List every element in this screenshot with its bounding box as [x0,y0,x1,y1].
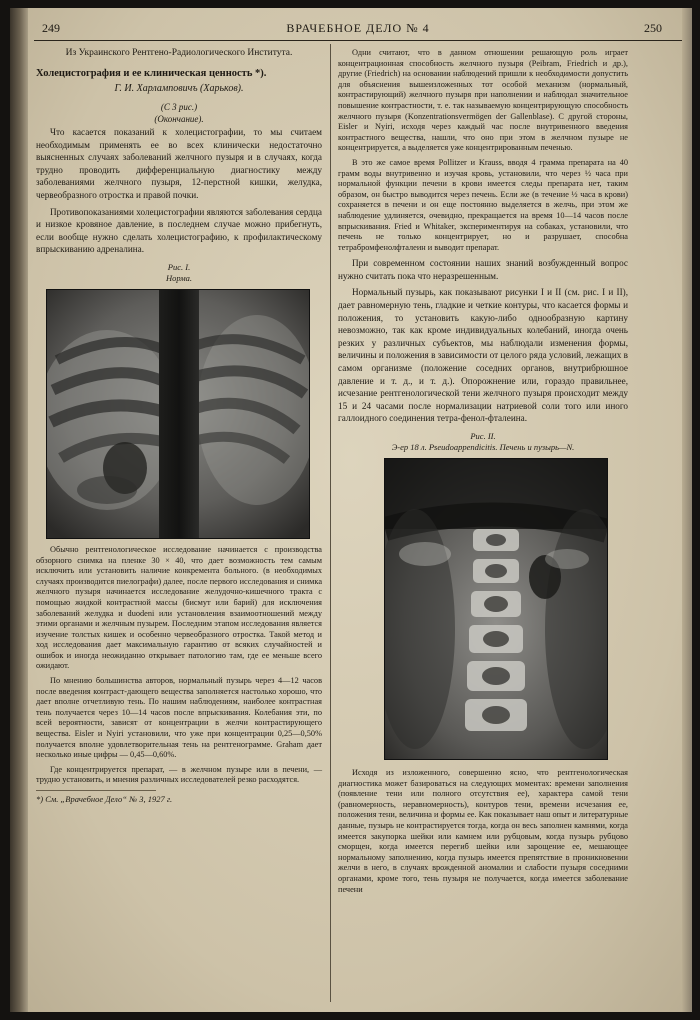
footnote-rule [36,790,173,804]
left-column [36,48,322,804]
paragraph-pollitzer-krauss: В это же самое время Pollitzer и Krauss, вводя 4 грамма препарата на 40 грамм воды внутривенно и изучая кровь, установили, что через ½ часа при нормальной функции печени в крови имеется следы препарата нет, таким образом, он быстро выводится через печень. Если же (в течение ½ часа в крови) сохраняется в печени и он еще постоянно выделяется в желчь, при этом же наблюдение удлиняется, очевидно, прекращается на время 10—14 часов после впрыскивания. Fried и Whitaker, экспериментируя на собаках, установили, что печень не только концентрирует, но и разрушает, способна тетрабромфенолфталеин и выводит препарат. [338,157,628,252]
paragraph-filling-time: По мнению большинства авторов, нормальный пузырь через 4—12 часов после введения контраст-дающего вещества заполняется настолько хорошо, что дает вполне отчетливую тень. По нашим наблюдениям, наиболее контрастная тень получается через 10—14 часов после впрыскивания. Колебания эти, по всей вероятности, зависят от концентрации в желчи контрастирующего вещества. Eisler и Nyiri установили, что уже при концентрации 0,25—0,50% получается вполне удовлетворительная тень на рентгенограмме. Graham дает несколько иные цифры — 0,45—0,60%. [36,676,322,760]
xray-gallbladder-illustration [385,459,607,759]
right-column [338,48,628,899]
page-edge [682,8,692,1012]
footnote: *) См. „Врачебное Дело“ № 3, 1927 г. [36,794,173,804]
figure-2-caption: Э-ер 18 л. Pseudoappendicitis. Печень и пузырь—N. [391,442,575,452]
paragraph-examination: Обычно рентгенологическое исследование начинается с производства обзорного снимка на пленке 30 × 40, что дает возможность тем самым исключить или установить наличие конкремента больного. (в необходимых случаях производится пиелографи) далее, после первого исследования и снимка желчного пузыря начинается исследование желудочно-кишечного тракта с помощью жидкой контрастной массы (бисмут или барий) для исключения заболеваний желудка и duodeni или установления взаимоотношений между этими органами и желчным пузырем. Последним этапом исследования является изучение толстых кишек и особенно червеобразного отростка. Такой метод и ход исследования дает максимальную гарантию от всяких случайностей и ошибок и иногда неожиданно открывает патологию там, где ее меньше всего ожидают. [36,544,322,671]
author-line: Г. И. Харламповичъ (Харьков). [114,83,244,94]
figures-note: (С 3 рис.) [160,102,198,112]
paragraph-concentration: Где концентрируется препарат, — в желчном пузыре или в печени, — трудно установить, и мнения различных исследователей резко расходятся. [36,764,322,785]
page-number-left: 249 [42,21,60,35]
paragraph-concentration-theories: Одни считают, что в данном отношении решающую роль играет концентрационная способность желчного пузыря (Peibram, Friedrich и др.), другие (Friedrich) на основании наблюдений пришли к необходимости допустить для объяснения вышеизложенных тот особой механизм (нормальный, контрастирующий) желчного пузыря при наполнении и наблюдал значительное повышение контрастности, т. е. так называемую концентрирующую способность желчного пузыря (Konzentrationsvermögen der Gallenblase). С другой стороны, Eisler и Nyiri, исходя через каждый час после внутривенного введения контрастного вещества, нашли, что оно при этом в желчном пузыре не концентрируется, а выделяется уже концентрированным печенью. [338,48,628,153]
paragraph-indications: Что касается показаний к холецистографии, то мы считаем необходимым применять ее во всех клинически недостаточно выясненных случаях заболеваний желчного пузыря и в случаях, когда трудно проводить дифференциальную диагностику между заболеваниями желчного пузыря, 12-перстной кишки, желудка, червеобразного отростка и правой почки. [36,127,322,200]
figure-1-caption: Норма. [165,272,192,283]
figure-1-label: Рис. I. [167,261,191,272]
journal-title: ВРАЧЕБНОЕ ДЕЛО № 4 [286,21,430,35]
paragraph-normal-gallbladder: Нормальный пузырь, как показывают рисунки I и II (см. рис. I и II), дает равномерную тень, гладкие и четкие контуры, что касается формы и положения, то установить какую-либо однообразную картину невозможно, так как кроме индивидуальных колебаний, иногда очень резких у различных субъектов, мы наблюдали изменения формы, величины и положения в зависимости от целого ряда условий, лежащих в самом организме (положение соседних органов, внутрибрюшное давление и т. д., и т. д.). Опорожнение или, гораздо правильнее, исчезание рентгенологической тени желчного пузыря происходит между 15 и 24 часами после нормализации натриевой соли того или иного галлоидного соединения тетра-фенол-фталеина. [338,287,628,424]
xray-normal-illustration [47,290,309,538]
page-number-right: 250 [644,21,662,35]
figure-2-xray-image [384,458,608,760]
institute-line: Из Украинского Рентгено-Радиологического Института. [65,48,293,58]
book-binding [10,8,28,1012]
figure-2-label: Рис. II. [470,431,496,441]
column-divider [330,44,331,1002]
article-title: Холецистография и ее клиническая ценность *). [36,68,267,79]
continuation-note: (Окончание). [154,114,204,124]
journal-page [10,8,692,1012]
figure-1-xray-image [46,289,310,539]
paragraph-contraindications: Противопоказаниями холецистографии являются заболевания сердца и низкое кровяное давление, в последнем случае можно прибегнуть, если вообще нужно сделать холецистографию, к профилактическому впрыскиванию адреналина. [36,206,322,255]
paragraph-unresolved: При современном состоянии наших знаний возбужденный вопрос нужно считать пока что неразрешенным. [338,258,628,281]
running-head [34,18,682,41]
paragraph-diagnosis-basis: Исходя из изложенного, совершенно ясно, что рентгенологическая диагностика может базироваться на следующих моментах: времени заполнения (появление тени или полного отсутствия ее), характера самой тени (равномерность, неравномерность), контуров тени, времени исчезания ее, положения тени, величина и формы ее. Как показывает наш опыт и литературные данные, пузырь не контрастируется тогда, когда он весь заполнен камнями, когда имеется закупорка шейки или камнем или рубцовым, когда пузырь рубцово сморщен, когда имеется перегиб шейки или зарощение ее, мешающее нормальному заполнению, когда пузырь имеется препятствие в проникновении желчи в него, в случаях врожденной аномалии и слабости пузыря соседними органами, кроме того, тень пузыря не получается, когда имеется заболевание печени [338,768,628,894]
